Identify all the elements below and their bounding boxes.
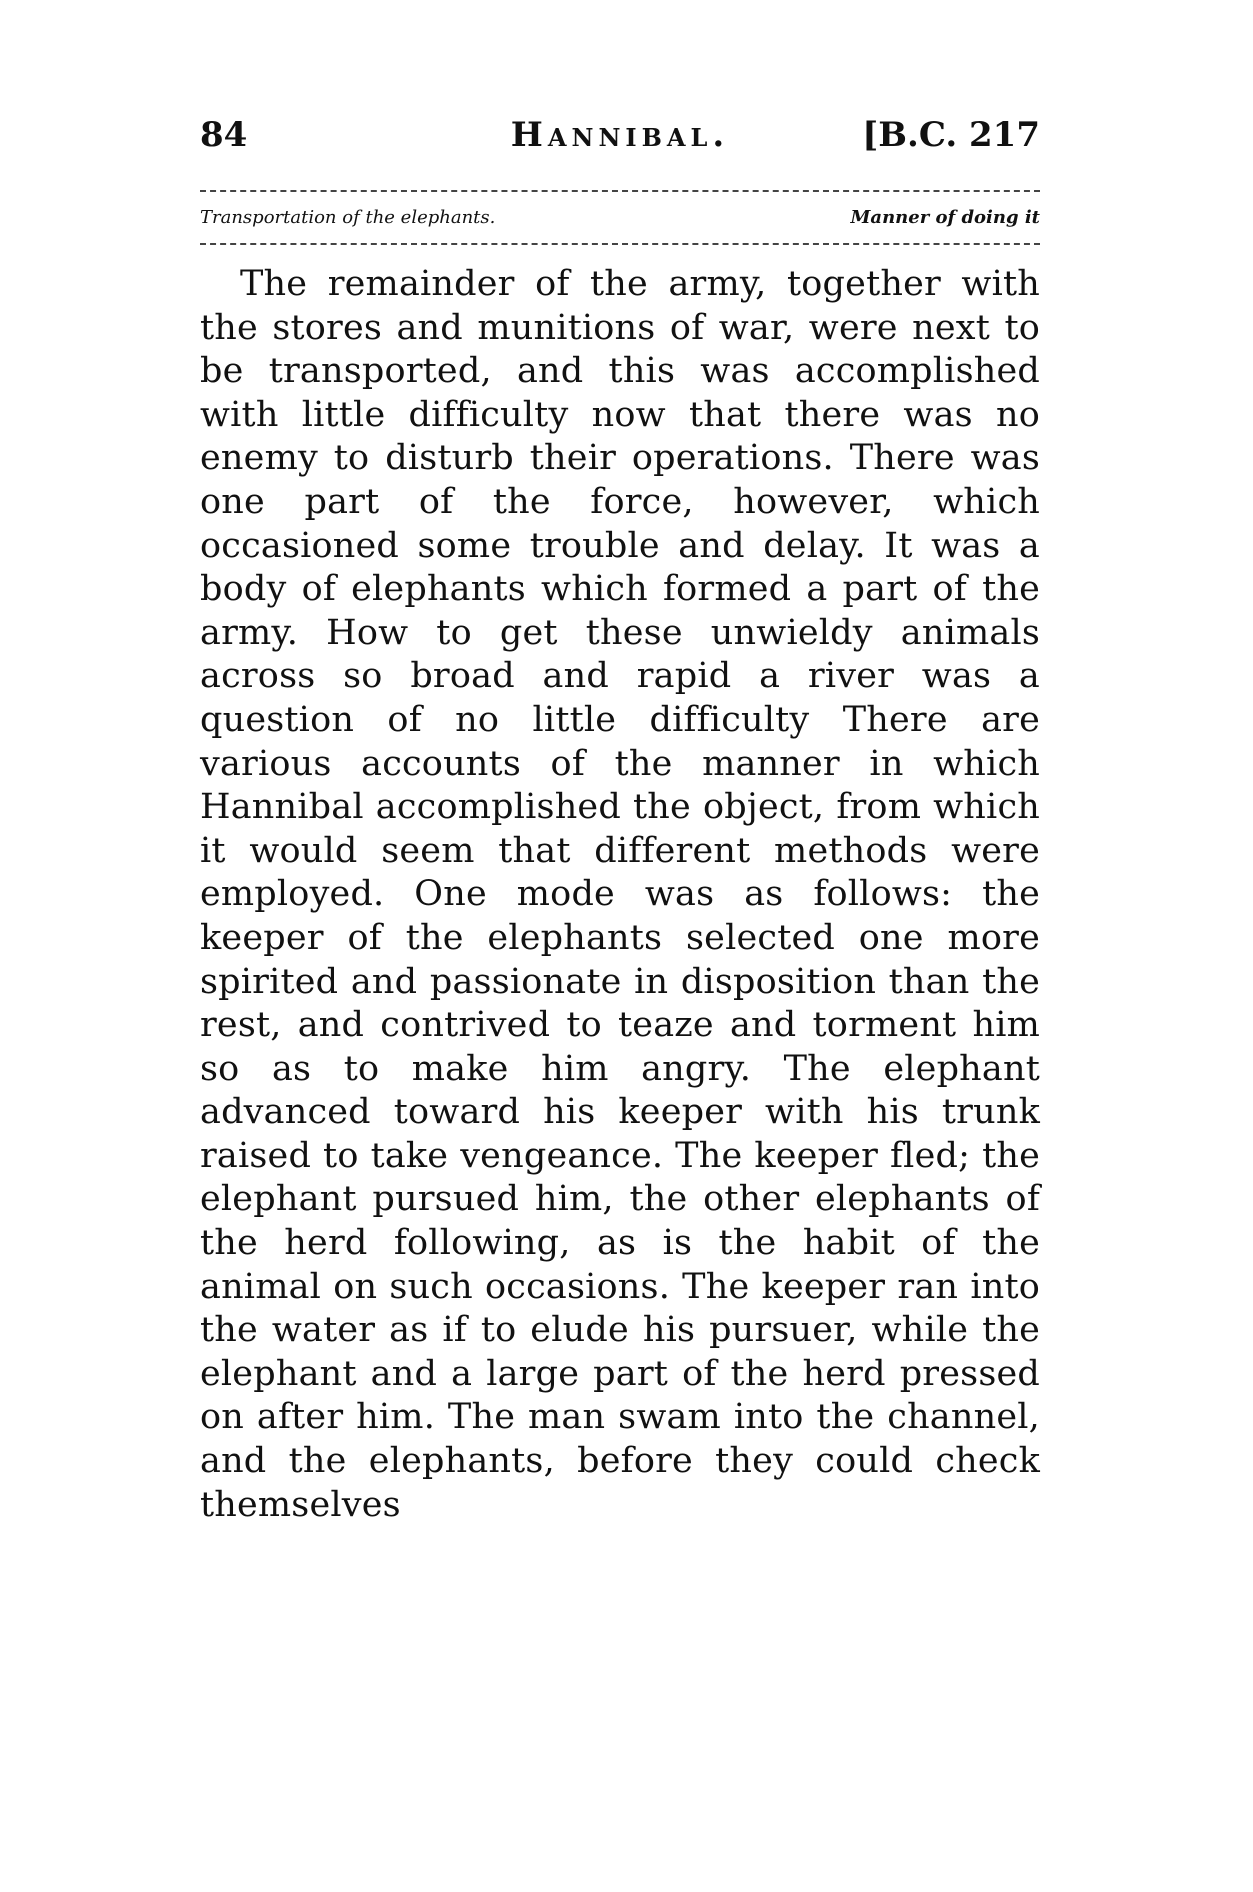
date-reference: [B.C. 217 [862,115,1040,155]
marginal-note-right: Manner of doing it [850,207,1040,228]
marginal-note-left: Transportation of the elephants. [200,207,496,228]
running-header [200,115,1040,158]
header-rule-bottom [200,243,1040,245]
page-number: 84 [200,115,248,155]
running-title: Hannibal. [510,115,730,155]
body-paragraph: The remainder of the army, together with the stores and munitions of war, were next to be transported, and this was accomplished with little difficulty now that there was no enemy to disturb their operations. There was one part of the force, however, which occasioned some trouble and delay. It was a body of elephants which formed a part of the army. How to get these unwieldy animals across so broad and rapid a river was a question of no little difficulty There are various accounts of the manner in which Hannibal accomplished the object, from which it would seem that different methods were employed. One mode was as follows: the keeper of the elephants selected one more spirited and passionate in disposition than the rest, and contrived to teaze and torment him so as to make him angry. The elephant advanced toward his keeper with his trunk raised to take vengeance. The keeper fled; the elephant pursued him, the other elephants of the herd following, as is the habit of the animal on such occasions. The keeper ran into the water as if to elude his pursuer, while the elephant and a large part of the herd pressed on after him. The man swam into the channel, and the elephants, before they could check themselves [200,264,1040,1525]
header-rule-top [200,190,1040,192]
